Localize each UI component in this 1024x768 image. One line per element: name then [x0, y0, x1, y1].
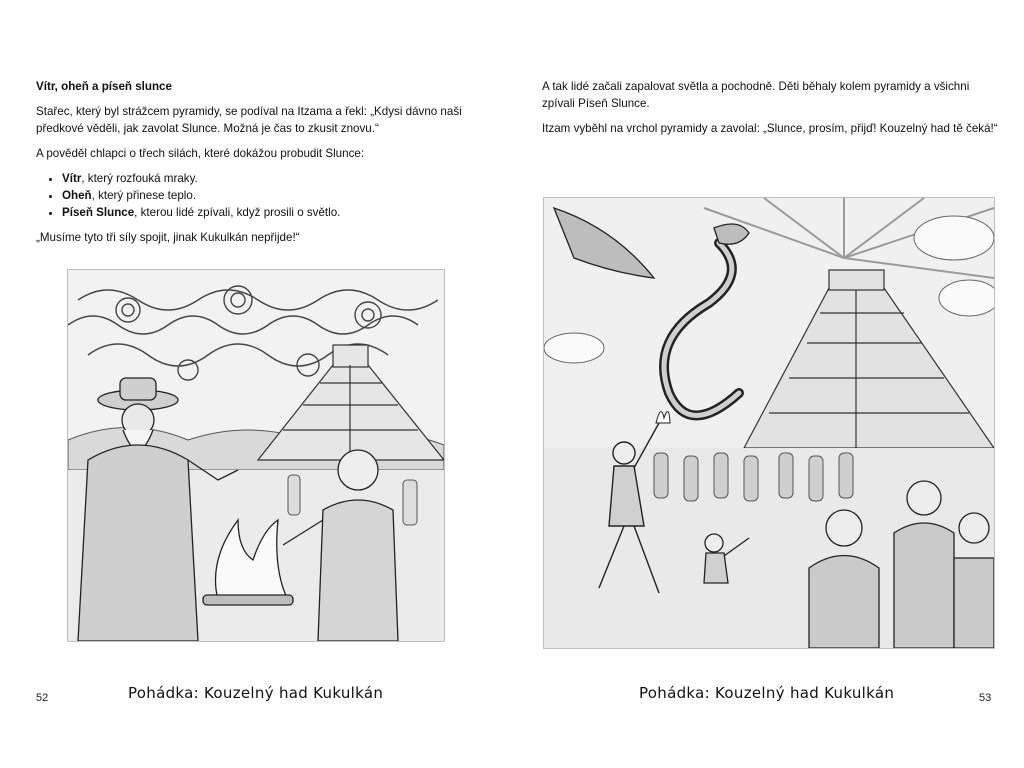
list-item-term: Vítr: [62, 172, 82, 185]
list-item: [62, 187, 486, 204]
forces-list: [36, 170, 486, 221]
paragraph: A pověděl chlapci o třech silách, které dokážou probudit Slunce:: [36, 147, 365, 160]
right-page: [512, 0, 1024, 768]
page-number: 53: [979, 692, 992, 704]
page-number: 52: [36, 692, 49, 704]
left-text-block: [36, 78, 486, 254]
list-item: [62, 170, 486, 187]
list-item-text: , který rozfouká mraky.: [81, 172, 198, 185]
footer-title: Pohádka: Kouzelný had Kukulkán: [639, 684, 895, 702]
paragraph: „Musíme tyto tři síly spojit, jinak Kukulkán nepřijde!“: [36, 231, 300, 244]
list-item-term: Píseň Slunce: [62, 206, 135, 219]
list-item: [62, 204, 486, 221]
section-heading: Vítr, oheň a píseň slunce: [36, 80, 172, 93]
illustration-elder-and-boy-drawing: [68, 270, 444, 641]
illustration-serpent-over-pyramid: [543, 197, 995, 649]
illustration-serpent-over-pyramid-drawing: [544, 198, 994, 648]
list-item-text: , který přinese teplo.: [91, 189, 197, 202]
illustration-elder-and-boy: [67, 269, 445, 642]
paragraph: Stařec, který byl strážcem pyramidy, se podíval na Itzama a řekl: „Kdysi dávno naši předkové věděli, jak zavolat Slunce. Možná je čas to zkusit znovu.“: [36, 105, 462, 135]
footer-title: Pohádka: Kouzelný had Kukulkán: [128, 684, 384, 702]
paragraph: A tak lidé začali zapalovat světla a pochodně. Děti běhaly kolem pyramidy a všichni zpívali Píseň Slunce.: [542, 80, 970, 110]
paragraph: Itzam vyběhl na vrchol pyramidy a zavolal: „Slunce, prosím, přijď! Kouzelný had tě čeká!“: [542, 122, 998, 135]
right-text-block: [542, 78, 1002, 145]
list-item-text: , kterou lidé zpívali, když prosili o světlo.: [134, 206, 341, 219]
list-item-term: Oheň: [62, 189, 92, 202]
